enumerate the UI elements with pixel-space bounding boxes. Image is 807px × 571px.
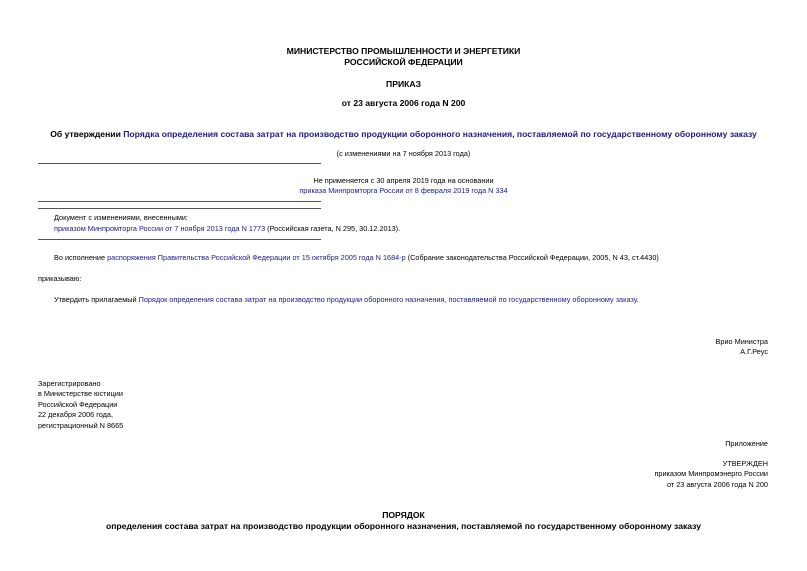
- registration-line: в Министерстве юстиции: [38, 389, 123, 399]
- basis-prefix: Во исполнение: [54, 253, 108, 262]
- document-type: ПРИКАЗ: [386, 79, 421, 89]
- registration-block: [38, 379, 123, 431]
- not-applied-link[interactable]: приказа Минпромторга России от 8 февраля 2019 года N 334: [299, 186, 508, 195]
- title-link[interactable]: Порядка определения состава затрат на производство продукции оборонного назначения, поставляемой по государственному оборонному заказу: [123, 129, 757, 139]
- not-applied-line: Не применяется с 30 апреля 2019 года на основании: [313, 176, 494, 185]
- amendments-suffix: (Российская газета, N 295, 30.12.2013).: [265, 224, 401, 233]
- registration-line: 22 декабря 2006 года,: [38, 410, 114, 420]
- not-applied-link-row: [0, 186, 807, 195]
- procedure-subtitle: определения состава затрат на производство продукции оборонного назначения, поставляемой по государственному оборонному заказу: [105, 521, 702, 531]
- document-date: от 23 августа 2006 года N 200: [341, 98, 466, 108]
- signer-name: А.Г.Реус: [740, 347, 768, 356]
- approve-prefix: Утвердить прилагаемый: [54, 295, 139, 304]
- basis-link[interactable]: распоряжения Правительства Российской Федерации от 15 октября 2005 года N 1684-р: [107, 253, 406, 262]
- approved-label: УТВЕРЖДЕН: [722, 459, 768, 468]
- approve-suffix: .: [636, 295, 639, 304]
- document-title: [0, 129, 807, 140]
- procedure-title: ПОРЯДОК: [382, 510, 425, 520]
- divider: [38, 163, 321, 164]
- amendments-label: Документ с изменениями, внесенными:: [54, 213, 188, 222]
- signer-position: Врио Министра: [715, 337, 768, 346]
- amendments-line: [54, 224, 400, 233]
- divider: [38, 201, 321, 202]
- ministry-name-line1: МИНИСТЕРСТВО ПРОМЫШЛЕННОСТИ И ЭНЕРГЕТИКИ: [286, 46, 521, 56]
- ministry-name-line2: РОССИЙСКОЙ ФЕДЕРАЦИИ: [344, 57, 463, 67]
- registration-line: регистрационный N 8665: [38, 420, 124, 430]
- order-word: приказываю:: [38, 274, 82, 283]
- approved-date: от 23 августа 2006 года N 200: [666, 480, 768, 489]
- approve-paragraph: [54, 295, 639, 304]
- appendix-label: Приложение: [725, 439, 768, 448]
- basis-suffix: (Собрание законодательства Российской Федерации, 2005, N 43, ст.4430): [405, 253, 659, 262]
- basis-paragraph: [54, 253, 659, 262]
- registration-line: Российской Федерации: [38, 399, 118, 409]
- title-prefix: Об утверждении: [50, 129, 124, 139]
- amendments-link[interactable]: приказом Минпромторга России от 7 ноября 2013 года N 1773: [54, 224, 266, 233]
- divider: [38, 239, 321, 240]
- registration-line: Зарегистрировано: [38, 379, 101, 388]
- approve-link[interactable]: Порядок определения состава затрат на производство продукции оборонного назначения, поставляемой по государственному оборонному заказу: [138, 295, 637, 304]
- approved-by-order: приказом Минпромэнерго России: [654, 469, 768, 478]
- divider: [38, 208, 321, 209]
- amended-note: (с изменениями на 7 ноября 2013 года): [336, 149, 471, 158]
